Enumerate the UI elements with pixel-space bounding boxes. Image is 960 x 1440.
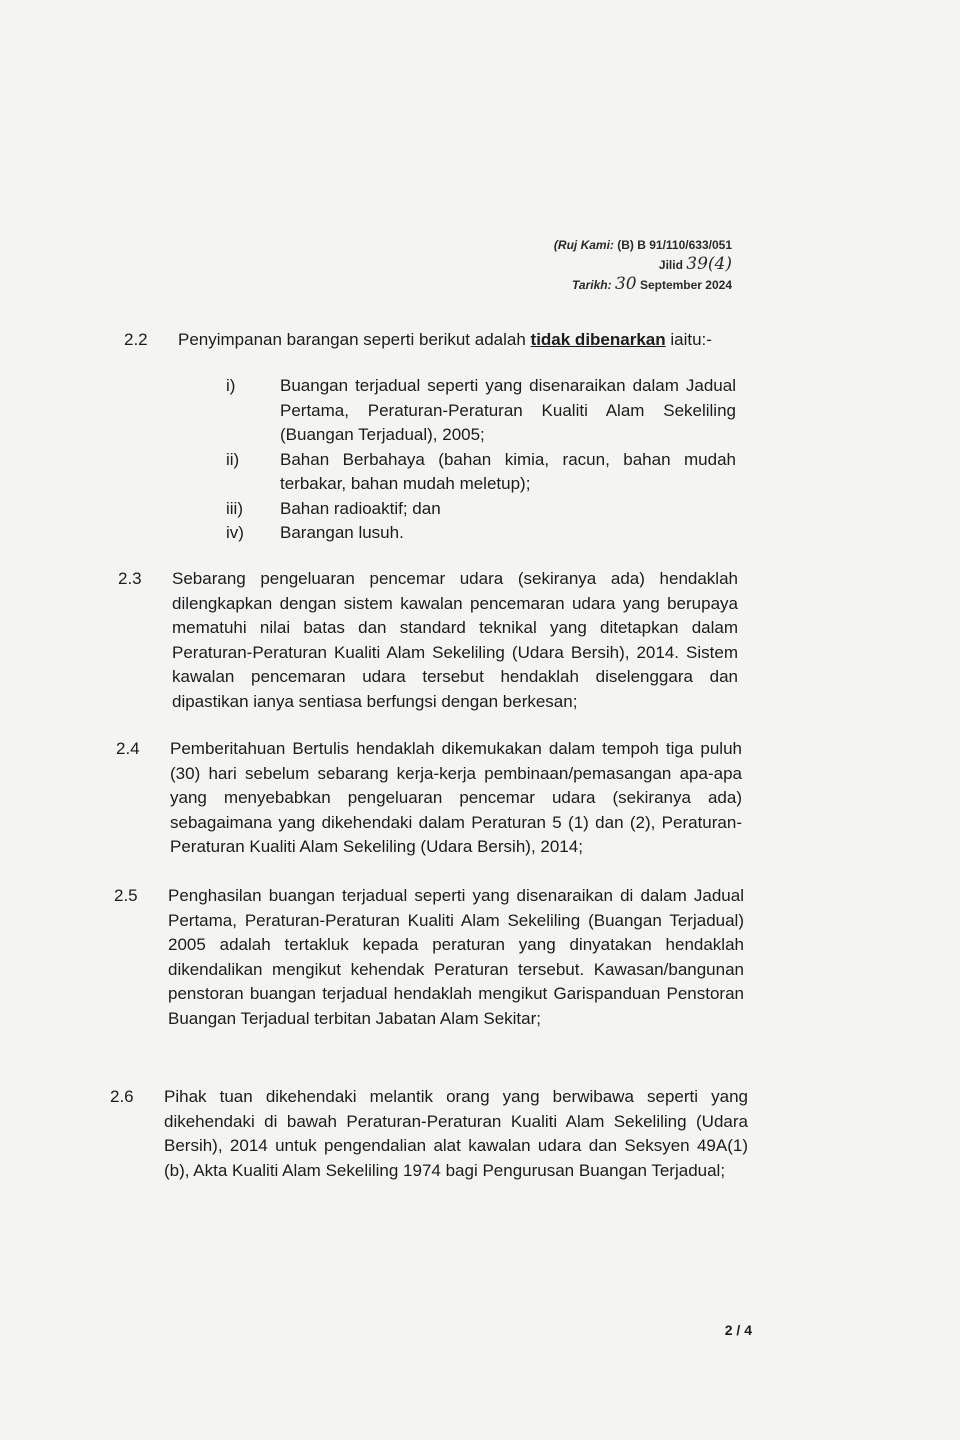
list-item: [226, 521, 736, 546]
list-item-text: Bahan radioaktif; dan: [280, 498, 441, 518]
clause-number: 2.3: [118, 569, 142, 588]
list-item: [226, 374, 736, 448]
tarikh-month-year: September 2024: [639, 278, 732, 292]
clause-emphasis: tidak dibenarkan: [530, 330, 666, 349]
jilid-line: [554, 255, 732, 275]
clause-text: Pemberitahuan Bertulis hendaklah dikemukakan dalam tempoh tiga puluh (30) hari sebelum sebarang kerja-kerja pembinaan/pemasangan apa-apa yang menyebabkan pengeluaran pencemar udara (sekiranya ada) sebagaimana yang dikehendaki dalam Peraturan 5 (1) dan (2), Peraturan-Peraturan Kualiti Alam Sekeliling (Udara Bersih), 2014;: [170, 739, 742, 856]
list-marker: iii): [226, 498, 243, 518]
clause-text: Sebarang pengeluaran pencemar udara (sekiranya ada) hendaklah dilengkapkan dengan sistem kawalan pencemaran udara yang berupaya mematuhi nilai batas dan standard teknikal yang ditetapkan dalam Peraturan-Peraturan Kualiti Alam Sekeliling (Udara Bersih), 2014. Sistem kawalan pencemaran udara tersebut hendaklah diselenggara dan dipastikan ianya sentiasa berfungsi dengan berkesan;: [172, 569, 738, 711]
list-item: [226, 448, 736, 497]
list-item: [226, 497, 736, 522]
clause-2-6: [110, 1085, 748, 1183]
ruj-value: (B) B 91/110/633/051: [617, 238, 732, 252]
clause-2-3: [118, 567, 738, 714]
clause-number: 2.5: [114, 886, 138, 905]
clause-text: Penghasilan buangan terjadual seperti yang disenaraikan di dalam Jadual Pertama, Peraturan-Peraturan Kualiti Alam Sekeliling (Buangan Terjadual) 2005 adalah tertakluk kepada peraturan yang dinyatakan hendaklah dikendalikan mengikut kehendak Peraturan tersebut. Kawasan/bangunan penstoran buangan terjadual hendaklah mengikut Garispanduan Penstoran Buangan Terjadual terbitan Jabatan Alam Sekitar;: [168, 886, 744, 1028]
clause-number: 2.2: [124, 330, 148, 349]
list-marker: i): [226, 376, 236, 395]
prohibited-items-list: [226, 374, 736, 546]
list-marker: ii): [226, 449, 240, 469]
list-item-text: Bahan Berbahaya (bahan kimia, racun, bahan mudah terbakar, bahan mudah meletup);: [280, 449, 736, 493]
list-marker: iv): [226, 523, 244, 542]
reference-line: [554, 236, 732, 255]
page-number: 2 / 4: [724, 1322, 752, 1338]
clause-text-end: iaitu:-: [665, 330, 712, 349]
clause-number: 2.4: [116, 739, 140, 758]
jilid-label: Jilid: [658, 258, 683, 272]
list-item-text: Barangan lusuh.: [280, 523, 404, 542]
tarikh-label: Tarikh:: [572, 278, 612, 292]
clause-2-4: [116, 737, 742, 860]
ruj-label: (Ruj Kami:: [553, 238, 614, 252]
clause-text: Pihak tuan dikehendaki melantik orang yang berwibawa seperti yang dikehendaki di bawah Peraturan-Peraturan Kualiti Alam Sekeliling (Udara Bersih), 2014 untuk pengendalian alat kawalan udara dan Seksyen 49A(1)(b), Akta Kualiti Alam Sekeliling 1974 bagi Pengurusan Buangan Terjadual;: [164, 1087, 748, 1180]
clause-number: 2.6: [110, 1087, 134, 1106]
list-item-text: Buangan terjadual seperti yang disenaraikan dalam Jadual Pertama, Peraturan-Peraturan Kualiti Alam Sekeliling (Buangan Terjadual), 2005;: [280, 376, 736, 444]
clause-text: Penyimpanan barangan seperti berikut adalah: [178, 330, 531, 349]
reference-block: [554, 236, 732, 295]
date-line: [554, 275, 732, 295]
jilid-value: 39(4): [686, 254, 732, 274]
tarikh-day: 30: [614, 274, 637, 294]
clause-2-5: [114, 884, 744, 1031]
clause-2-2: [124, 328, 712, 352]
